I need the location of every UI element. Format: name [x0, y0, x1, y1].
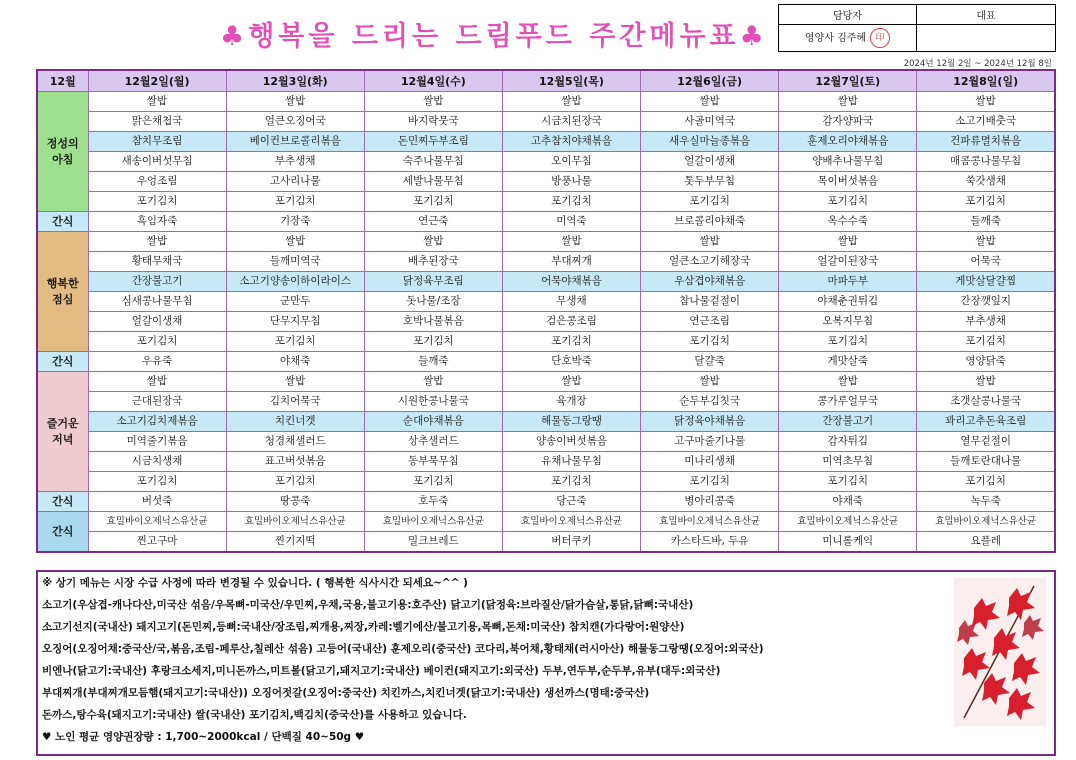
- weekly-menu-table: [36, 69, 1056, 553]
- dish-cell: 유채나물무침: [502, 452, 640, 472]
- snack-cell: 당근죽: [502, 492, 640, 512]
- dish-cell: 얼큰소고기해장국: [641, 252, 779, 272]
- dish-cell: 순대야채볶음: [364, 412, 502, 432]
- dish-cell: 포기김치: [779, 332, 917, 352]
- dish-cell: 쌀밥: [88, 92, 226, 112]
- dish-cell: 양배추나물무침: [779, 152, 917, 172]
- notes-line: 비엔나(닭고기:국내산) 후랑크소세지,미니돈까스,미트볼(닭고기,돼지고기:국내산) 베이컨(돼지고기:외국산) 두부,연두부,순두부,유부(대두:외국산): [42, 665, 721, 677]
- meal-label: [37, 92, 88, 212]
- snack-cell: 효밀바이오제닉스유산균: [917, 512, 1055, 532]
- dish-cell: 얼갈이생채: [88, 312, 226, 332]
- dish-cell: 포기김치: [641, 472, 779, 492]
- dish-cell: 훈제오리야채볶음: [779, 132, 917, 152]
- snack-cell: 효밀바이오제닉스유산균: [88, 512, 226, 532]
- dish-cell: 포기김치: [88, 192, 226, 212]
- meal-row: [37, 252, 1055, 272]
- dish-cell: 상추샐러드: [364, 432, 502, 452]
- dish-cell: 포기김치: [364, 472, 502, 492]
- dish-cell: 들깨토란대나물: [917, 452, 1055, 472]
- dish-cell: 황태무채국: [88, 252, 226, 272]
- snack-cell: 효밀바이오제닉스유산균: [502, 512, 640, 532]
- dish-cell: 쌀밥: [641, 92, 779, 112]
- meal-row: [37, 232, 1055, 252]
- snack-row: [37, 512, 1055, 532]
- dish-cell: 해물동그랑땡: [502, 412, 640, 432]
- notes-line: ♥ 노인 평균 영양권장량 : 1,700~2000kcal / 단백질 40~50g ♥: [42, 731, 365, 743]
- dish-cell: 열무겉절이: [917, 432, 1055, 452]
- dish-cell: 쌀밥: [917, 372, 1055, 392]
- dish-cell: 쌀밥: [502, 92, 640, 112]
- notes-line: 소고기선지(국내산) 돼지고기(돈민찌,등뼈:국내산/장조림,찌개용,찌장,카레:벨기에산/불고기용,목뼈,돈채:미국산) 참치캔(가다랑어:원양산): [42, 621, 685, 633]
- dish-cell: 오복지무침: [779, 312, 917, 332]
- snack-cell: 호두죽: [364, 492, 502, 512]
- dish-cell: 포기김치: [364, 332, 502, 352]
- dish-cell: 베이컨브로콜리볶음: [226, 132, 364, 152]
- dish-cell: 부대찌개: [502, 252, 640, 272]
- snack-cell: 효밀바이오제닉스유산균: [226, 512, 364, 532]
- snack-cell: 효밀바이오제닉스유산균: [364, 512, 502, 532]
- dish-cell: 매콤콩나물무침: [917, 152, 1055, 172]
- dish-cell: 미나리생채: [641, 452, 779, 472]
- dish-cell: 연근조림: [641, 312, 779, 332]
- dish-cell: 고구마줄기나물: [641, 432, 779, 452]
- meal-row: [37, 392, 1055, 412]
- dish-cell: 게맛살달걀찜: [917, 272, 1055, 292]
- dish-cell: 포기김치: [226, 192, 364, 212]
- dish-cell: 순두부김칫국: [641, 392, 779, 412]
- manager-label: 담당자: [779, 5, 917, 25]
- dish-cell: 어묵야채볶음: [502, 272, 640, 292]
- dish-cell: 쌀밥: [917, 92, 1055, 112]
- snack-row: [37, 492, 1055, 512]
- snack-label: 간식: [37, 512, 88, 553]
- snack-cell: 옥수수죽: [779, 212, 917, 232]
- snack-cell: 병아리콩죽: [641, 492, 779, 512]
- dish-cell: 쌀밥: [502, 372, 640, 392]
- ceo-sign-cell: [917, 25, 1056, 52]
- dish-cell: 목이버섯볶음: [779, 172, 917, 192]
- dish-cell: 포기김치: [779, 472, 917, 492]
- snack-cell: 영양닭죽: [917, 352, 1055, 372]
- dish-cell: 심새콩나물무침: [88, 292, 226, 312]
- dish-cell: 포기김치: [641, 192, 779, 212]
- snack-cell: 버섯죽: [88, 492, 226, 512]
- dish-cell: 세발나물무침: [364, 172, 502, 192]
- dish-cell: 치킨너겟: [226, 412, 364, 432]
- snack-cell: 기장죽: [226, 212, 364, 232]
- dish-cell: 포기김치: [917, 332, 1055, 352]
- dish-cell: 미역초무침: [779, 452, 917, 472]
- snack-cell: 효밀바이오제닉스유산균: [641, 512, 779, 532]
- meal-row: [37, 412, 1055, 432]
- dish-cell: 포기김치: [917, 192, 1055, 212]
- dish-cell: 단무지무침: [226, 312, 364, 332]
- snack-cell: 게맛살죽: [779, 352, 917, 372]
- dish-cell: 쌀밥: [88, 232, 226, 252]
- day-header: 12월5일(목): [502, 70, 640, 92]
- dish-cell: 숙주나물무침: [364, 152, 502, 172]
- dish-cell: 새우실마늘종볶음: [641, 132, 779, 152]
- dish-cell: 쌀밥: [226, 92, 364, 112]
- dish-cell: 쑥갓생채: [917, 172, 1055, 192]
- dish-cell: 얼큰오징어국: [226, 112, 364, 132]
- notes-line: 소고기(우삼겹-캐나다산,미국산 섞음/우목뼈-미국산/우민찌,우채,국용,불고기용:호주산) 닭고기(닭정육:브라질산/닭가슴살,통닭,닭뼈:국내산): [42, 599, 694, 611]
- dish-cell: 미역줄기볶음: [88, 432, 226, 452]
- dietitian-name: 영양사 김주혜: [804, 33, 867, 45]
- dish-cell: 맑은채첩국: [88, 112, 226, 132]
- dish-cell: 소고기양송이하이라이스: [226, 272, 364, 292]
- meal-row: [37, 432, 1055, 452]
- dish-cell: 표고버섯볶음: [226, 452, 364, 472]
- dish-cell: 쌀밥: [364, 92, 502, 112]
- dish-cell: 닭정육야채볶음: [641, 412, 779, 432]
- meal-row: [37, 292, 1055, 312]
- notes-box: [36, 570, 1056, 756]
- meal-label: [37, 372, 88, 492]
- approval-box: [778, 4, 1056, 52]
- dish-cell: 우엉조림: [88, 172, 226, 192]
- snack-cell: 브로콜리야채죽: [641, 212, 779, 232]
- period-text: 2024년 12월 2일 ~ 2024년 12월 8일: [903, 59, 1052, 69]
- meal-row: [37, 152, 1055, 172]
- snack-cell: 요플레: [917, 532, 1055, 553]
- dish-cell: 포기김치: [502, 332, 640, 352]
- dish-cell: 포기김치: [641, 332, 779, 352]
- dish-cell: 배추된장국: [364, 252, 502, 272]
- dish-cell: 꽈리고추돈육조림: [917, 412, 1055, 432]
- dish-cell: 간장깻잎지: [917, 292, 1055, 312]
- dish-cell: 동부묵무침: [364, 452, 502, 472]
- snack-label: 간식: [37, 212, 88, 232]
- meal-label-line: 행복한: [46, 276, 79, 290]
- snack-cell: 야채죽: [226, 352, 364, 372]
- dish-cell: 양송이버섯볶음: [502, 432, 640, 452]
- snack-cell: 녹두죽: [917, 492, 1055, 512]
- dish-cell: 김치어묵국: [226, 392, 364, 412]
- dish-cell: 쌀밥: [641, 232, 779, 252]
- dish-cell: 간장불고기: [779, 412, 917, 432]
- dish-cell: 포기김치: [917, 472, 1055, 492]
- dish-cell: 조갯살콩나물국: [917, 392, 1055, 412]
- dish-cell: 돈민찌두부조림: [364, 132, 502, 152]
- dish-cell: 사골미역국: [641, 112, 779, 132]
- dish-cell: 포기김치: [88, 332, 226, 352]
- dish-cell: 쌀밥: [364, 372, 502, 392]
- meal-row: [37, 332, 1055, 352]
- snack-cell: 땅콩죽: [226, 492, 364, 512]
- dish-cell: 쌀밥: [226, 372, 364, 392]
- dish-cell: 얼갈이생채: [641, 152, 779, 172]
- meal-row: [37, 472, 1055, 492]
- snack-cell: 달걀죽: [641, 352, 779, 372]
- snack-row: [37, 212, 1055, 232]
- dish-cell: 소고기배춧국: [917, 112, 1055, 132]
- dish-cell: 검은콩조림: [502, 312, 640, 332]
- notes-line: 부대찌개(부대찌개모듬햄(돼지고기:국내산)) 오징어젓갈(오징어:중국산) 치킨까스,치킨너겟(닭고기:국내산) 생선까스(명태:중국산): [42, 687, 650, 699]
- meal-row: [37, 132, 1055, 152]
- dish-cell: 부추생채: [226, 152, 364, 172]
- dish-cell: 쌀밥: [364, 232, 502, 252]
- meal-label-line: 즐거운: [46, 416, 79, 430]
- meal-row: [37, 312, 1055, 332]
- snack-cell: 버터쿠키: [502, 532, 640, 553]
- dish-cell: 건파류멸치볶음: [917, 132, 1055, 152]
- meal-label-line: 점심: [52, 292, 74, 306]
- snack-cell: 미니롤케익: [779, 532, 917, 553]
- ceo-label: 대표: [917, 5, 1056, 25]
- dish-cell: 야채춘권튀김: [779, 292, 917, 312]
- meal-row: [37, 172, 1055, 192]
- day-header: 12월4일(수): [364, 70, 502, 92]
- dish-cell: 쌀밥: [641, 372, 779, 392]
- dish-cell: 바지락뭇국: [364, 112, 502, 132]
- dish-cell: 포기김치: [226, 472, 364, 492]
- snack-row: [37, 532, 1055, 553]
- meal-row: [37, 452, 1055, 472]
- dish-cell: 쌀밥: [88, 372, 226, 392]
- dish-cell: 시금치된장국: [502, 112, 640, 132]
- snack-cell: 단호박죽: [502, 352, 640, 372]
- dish-cell: 소고기김치제볶음: [88, 412, 226, 432]
- snack-cell: 연근죽: [364, 212, 502, 232]
- meal-row: [37, 372, 1055, 392]
- meal-label: [37, 232, 88, 352]
- dish-cell: 돗나물/조장: [364, 292, 502, 312]
- dish-cell: 포기김치: [88, 472, 226, 492]
- dish-cell: 근대된장국: [88, 392, 226, 412]
- snack-cell: 야채죽: [779, 492, 917, 512]
- dish-cell: 우삼겹야채볶음: [641, 272, 779, 292]
- dish-cell: 포기김치: [364, 192, 502, 212]
- snack-cell: 흑임자죽: [88, 212, 226, 232]
- day-header: 12월2일(월): [88, 70, 226, 92]
- dish-cell: 얼갈이된장국: [779, 252, 917, 272]
- day-header: 12월3일(화): [226, 70, 364, 92]
- dish-cell: 쌀밥: [226, 232, 364, 252]
- dish-cell: 청경채샐러드: [226, 432, 364, 452]
- seal-stamp-icon: 印: [870, 28, 890, 48]
- dish-cell: 쌀밥: [917, 232, 1055, 252]
- dish-cell: 간장불고기: [88, 272, 226, 292]
- meal-row: [37, 112, 1055, 132]
- dish-cell: 포기김치: [779, 192, 917, 212]
- dish-cell: 포기김치: [502, 192, 640, 212]
- dish-cell: 참나물겉절이: [641, 292, 779, 312]
- dish-cell: 군만두: [226, 292, 364, 312]
- dish-cell: 육개장: [502, 392, 640, 412]
- dish-cell: 오이무침: [502, 152, 640, 172]
- dish-cell: 포기김치: [226, 332, 364, 352]
- snack-cell: 밀크브레드: [364, 532, 502, 553]
- dish-cell: 어묵국: [917, 252, 1055, 272]
- dish-cell: 부추생채: [917, 312, 1055, 332]
- dish-cell: 고추참치야채볶음: [502, 132, 640, 152]
- dish-cell: 쌀밥: [779, 92, 917, 112]
- dish-cell: 마파두부: [779, 272, 917, 292]
- notes-line: 오징어(오징어채:중국산/국,볶음,조림-페루산,칠레산 섞음) 고등어(국내산) 훈제오리(중국산) 코다리,북어채,황태채(러시아산) 해물동그랑땡(오징어:외국산): [42, 643, 764, 655]
- meal-label-line: 아침: [52, 152, 74, 166]
- autumn-leaves-image: [954, 578, 1046, 726]
- page-title: ♣행복을 드리는 드림푸드 주간메뉴표♣: [220, 21, 768, 52]
- meal-row: [37, 92, 1055, 112]
- meal-label-line: 정성의: [46, 136, 79, 150]
- dish-cell: 쌀밥: [502, 232, 640, 252]
- dish-cell: 포기김치: [502, 472, 640, 492]
- notes-line: ※ 상기 메뉴는 시장 수급 사정에 따라 변경될 수 있습니다. ( 행복한 식사시간 되세요~^^ ): [42, 577, 468, 589]
- snack-cell: 카스타드바, 두유: [641, 532, 779, 553]
- dish-cell: 시금치생채: [88, 452, 226, 472]
- snack-cell: 찐고구마: [88, 532, 226, 553]
- dietitian-cell: [779, 25, 917, 52]
- dish-cell: 고사리나물: [226, 172, 364, 192]
- snack-cell: 우유죽: [88, 352, 226, 372]
- dish-cell: 시원한콩나물국: [364, 392, 502, 412]
- day-header: 12월7일(토): [779, 70, 917, 92]
- snack-label: 간식: [37, 492, 88, 512]
- dish-cell: 쌀밥: [779, 372, 917, 392]
- dish-cell: 새송이버섯무침: [88, 152, 226, 172]
- meal-row: [37, 272, 1055, 292]
- snack-cell: 효밀바이오제닉스유산균: [779, 512, 917, 532]
- snack-cell: 미역죽: [502, 212, 640, 232]
- dish-cell: 방풍나물: [502, 172, 640, 192]
- snack-cell: 찐기지떡: [226, 532, 364, 553]
- header-row: [37, 70, 1055, 92]
- dish-cell: 닭정육무조림: [364, 272, 502, 292]
- dish-cell: 무생채: [502, 292, 640, 312]
- snack-cell: 들깨죽: [917, 212, 1055, 232]
- snack-row: [37, 352, 1055, 372]
- day-header: 12월6일(금): [641, 70, 779, 92]
- meal-row: [37, 192, 1055, 212]
- dish-cell: 감자튀김: [779, 432, 917, 452]
- day-header: 12월8일(일): [917, 70, 1055, 92]
- meal-label-line: 저녁: [52, 432, 74, 446]
- dish-cell: 콩가루얼무국: [779, 392, 917, 412]
- dish-cell: 참치무조림: [88, 132, 226, 152]
- dish-cell: 톳두부무침: [641, 172, 779, 192]
- dish-cell: 감자양파국: [779, 112, 917, 132]
- dish-cell: 쌀밥: [779, 232, 917, 252]
- month-cell: 12월: [37, 70, 88, 92]
- notes-line: 돈까스,탕수육(돼지고기:국내산) 쌀(국내산) 포기김치,백김치(중국산)를 사용하고 있습니다.: [42, 709, 467, 721]
- dish-cell: 호박나물볶음: [364, 312, 502, 332]
- snack-cell: 들깨죽: [364, 352, 502, 372]
- dish-cell: 들깨미역국: [226, 252, 364, 272]
- snack-label: 간식: [37, 352, 88, 372]
